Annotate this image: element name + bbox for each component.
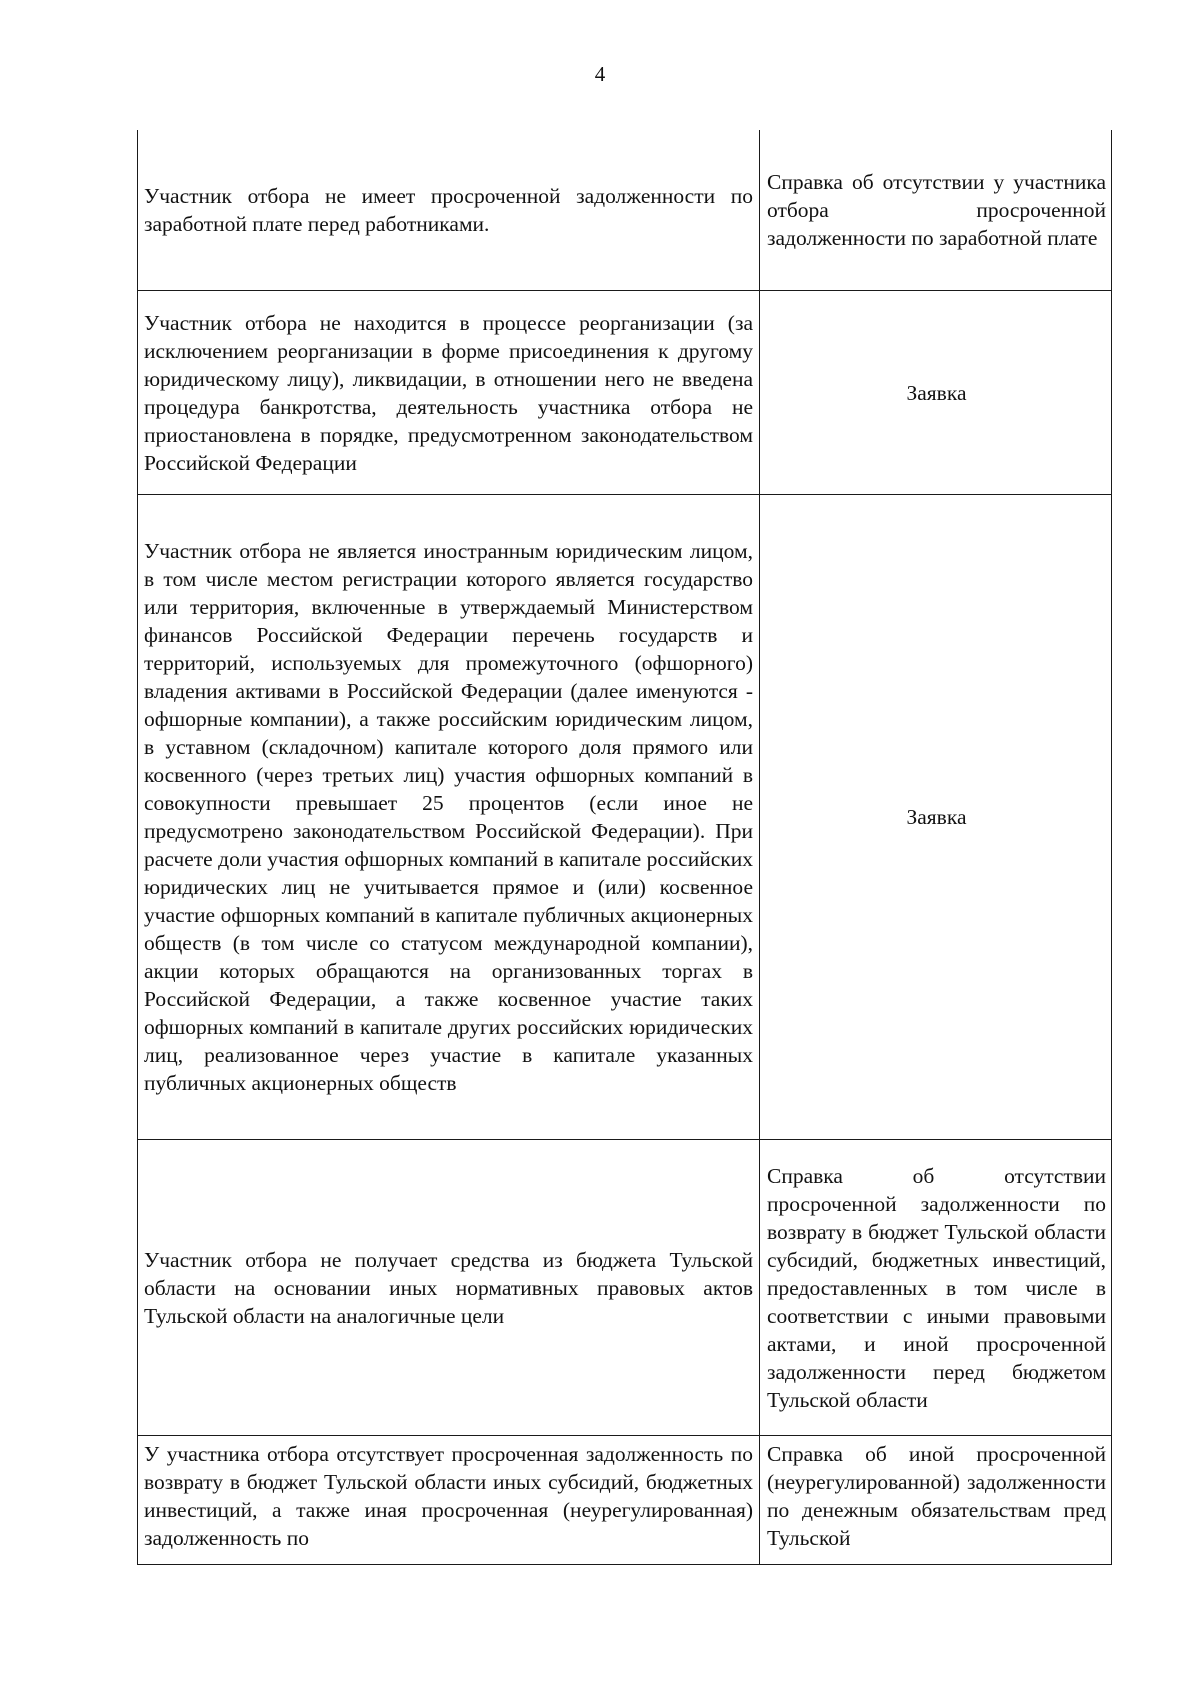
table-row — [138, 1436, 1112, 1565]
table-row — [138, 130, 1112, 291]
condition-cell: Участник отбора не является иностранным юридическим лицом, в том числе местом регистрации которого является государство или территория, включенные в утверждаемый Министерством финансов Российской Федерации перечень государств и территорий, используемых для промежуточного (офшорного) владения активами в Российской Федерации (далее именуются - офшорные компании), а также российским юридическим лицом, в уставном (складочном) капитале которого доля прямого или косвенного (через третьих лиц) участия офшорных компаний в совокупности превышает 25 процентов (если иное не предусмотрено законодательством Российской Федерации). При расчете доли участия офшорных компаний в капитале российских юридических лиц не учитывается прямое и (или) косвенное участие офшорных компаний в капитале публичных акционерных обществ (в том числе со статусом международной компании), акции которых обращаются на организованных торгах в Российской Федерации, а также косвенное участие таких офшорных компаний в капитале других российских юридических лиц, реализованное через участие в капитале указанных публичных акционерных обществ — [138, 495, 760, 1140]
table-row — [138, 495, 1112, 1140]
table-row — [138, 1140, 1112, 1436]
condition-cell: У участника отбора отсутствует просроченная задолженность по возврату в бюджет Тульской области иных субсидий, бюджетных инвестиций, а также иная просроченная (неурегулированная) задолженность по — [138, 1436, 760, 1565]
document-cell: Заявка — [760, 291, 1112, 495]
condition-cell: Участник отбора не имеет просроченной задолженности по заработной плате перед работниками. — [138, 130, 760, 291]
document-cell: Справка об иной просроченной (неурегулированной) задолженности по денежным обязательствам пред Тульской — [760, 1436, 1112, 1565]
document-cell: Заявка — [760, 495, 1112, 1140]
page-number: 4 — [594, 62, 606, 86]
requirements-table — [137, 130, 1112, 1565]
table-row — [138, 291, 1112, 495]
document-cell: Справка об отсутствии просроченной задолженности по возврату в бюджет Тульской области субсидий, бюджетных инвестиций, предоставленных в том числе в соответствии с иными правовыми актами, и иной просроченной задолженности перед бюджетом Тульской области — [760, 1140, 1112, 1436]
condition-cell: Участник отбора не находится в процессе реорганизации (за исключением реорганизации в форме присоединения к другому юридическому лицу), ликвидации, в отношении него не введена процедура банкротства, деятельность участника отбора не приостановлена в порядке, предусмотренном законодательством Российской Федерации — [138, 291, 760, 495]
document-cell: Справка об отсутствии у участника отбора просроченной задолженности по заработной плате — [760, 130, 1112, 291]
condition-cell: Участник отбора не получает средства из бюджета Тульской области на основании иных нормативных правовых актов Тульской области на аналогичные цели — [138, 1140, 760, 1436]
